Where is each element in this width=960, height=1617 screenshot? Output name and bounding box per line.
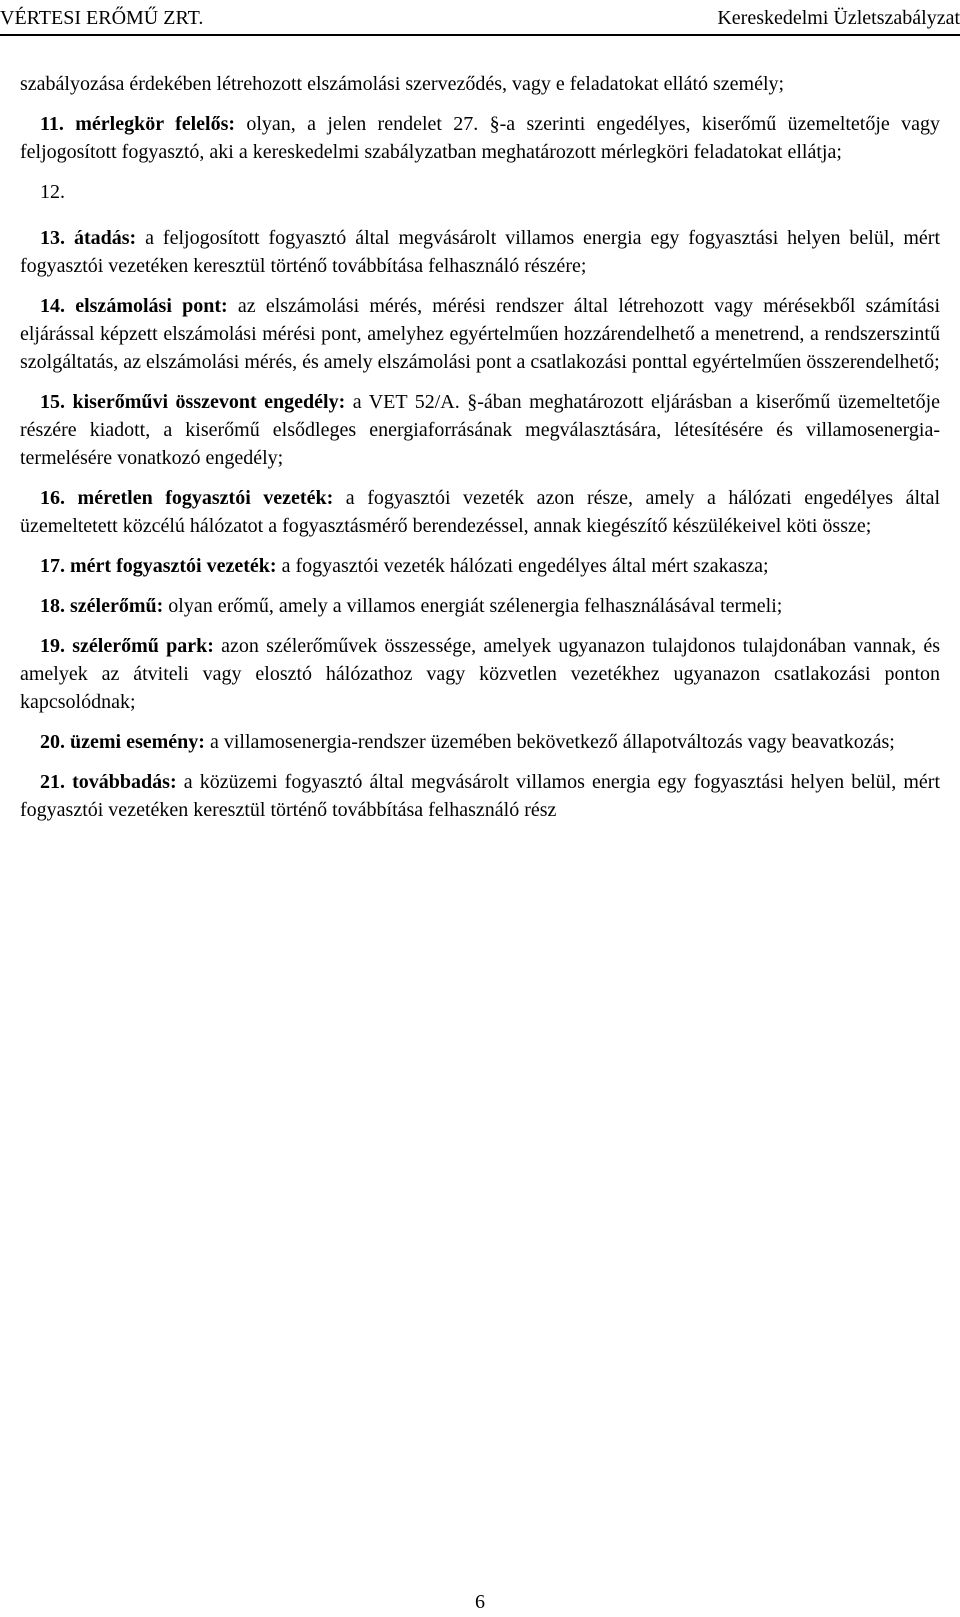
definition-17: [20, 552, 940, 580]
item-number: 19.: [40, 635, 65, 657]
company-name: VÉRTESI ERŐMŰ ZRT.: [0, 7, 204, 29]
definition-20: [20, 728, 940, 756]
item-number: 18.: [40, 595, 65, 617]
definition-19: [20, 632, 940, 716]
item-text: a fogyasztói vezeték azon része, amely a hálózati engedélyes által üzemeltetett közcélú hálózatot a fogyasztásmérő berendezéssel, annak kiegészítő készülékeivel köti össze;: [20, 487, 941, 537]
item-term: méretlen fogyasztói vezeték:: [77, 487, 334, 509]
item-number: 11.: [40, 113, 64, 135]
item-text: a közüzemi fogyasztó által megvásárolt villamos energia egy fogyasztási helyen belül, mért fogyasztói vezetéken keresztül történő továbbítása felhasználó rész: [20, 771, 940, 821]
item-term: mért fogyasztói vezeték:: [70, 555, 277, 577]
page-header: [0, 0, 960, 36]
item-text: a VET 52/A. §-ában meghatározott eljárásban a kiserőmű üzemeltetője részére kiadott, a kiserőmű elsődleges energiaforrásának megválasztására, létesítésére és villamosenergia-termelésére vonatkozó engedély;: [20, 391, 940, 469]
item-term: elszámolási pont:: [75, 295, 228, 317]
document-body: [20, 70, 940, 836]
item-term: üzemi esemény:: [70, 731, 205, 753]
item-number: 20.: [40, 731, 65, 753]
item-text: a villamosenergia-rendszer üzemében bekövetkező állapotváltozás vagy beavatkozás;: [204, 731, 895, 753]
definition-11: [20, 110, 940, 166]
definition-16: [20, 484, 940, 540]
definition-13: [20, 224, 940, 280]
item-number: 16.: [40, 487, 65, 509]
definition-12: [20, 178, 940, 206]
item-number: 13.: [40, 227, 65, 249]
definition-14: [20, 292, 940, 376]
page-number: 6: [475, 1591, 485, 1613]
item-text: 12.: [40, 181, 65, 203]
item-text: olyan, a jelen rendelet 27. §-a szerinti engedélyes, kiserőmű üzemeltetője vagy feljogosított fogyasztó, aki a kereskedelmi szabályzatban meghatározott mérlegköri feladatokat ellátja;: [20, 113, 941, 163]
item-number: 15.: [40, 391, 65, 413]
intro-paragraph: szabályozása érdekében létrehozott elszámolási szerveződés, vagy e feladatokat ellátó személy;: [20, 73, 785, 95]
item-term: átadás:: [73, 227, 137, 249]
item-term: kiserőművi összevont engedély:: [72, 391, 346, 413]
item-term: továbbadás:: [72, 771, 177, 793]
item-text: azon szélerőművek összessége, amelyek ugyanazon tulajdonos tulajdonában vannak, és amelyek az átviteli vagy elosztó hálózathoz vagy közvetlen vezetékhez ugyanazon csatlakozási ponton kapcsolódnak;: [20, 635, 940, 713]
item-number: 14.: [40, 295, 65, 317]
document-title: Kereskedelmi Üzletszabályzat: [717, 7, 960, 29]
item-number: 17.: [40, 555, 65, 577]
item-text: a fogyasztói vezeték hálózati engedélyes által mért szakasza;: [276, 555, 769, 577]
item-text: a feljogosított fogyasztó által megvásárolt villamos energia egy fogyasztási helyen belül, mért fogyasztói vezetéken keresztül történő továbbítása felhasználó részére;: [20, 227, 940, 277]
item-term: szélerőmű park:: [72, 635, 214, 657]
definition-18: [20, 592, 940, 620]
item-term: mérlegkör felelős:: [75, 113, 236, 135]
definition-21: [20, 768, 940, 824]
item-text: olyan erőmű, amely a villamos energiát szélenergia felhasználásával termeli;: [163, 595, 783, 617]
definition-15: [20, 388, 940, 472]
item-term: szélerőmű:: [70, 595, 164, 617]
item-text: az elszámolási mérés, mérési rendszer által létrehozott vagy mérésekből számítási eljárással képzett elszámolási mérési pont, amelyhez egyértelműen hozzárendelhető a menetrend, a rendszerszintű szolgáltatás, az elszámolási mérés, és amely elszámolási pont a csatlakozási ponttal egyértelműen összerendelhető;: [20, 295, 941, 373]
item-number: 21.: [40, 771, 65, 793]
